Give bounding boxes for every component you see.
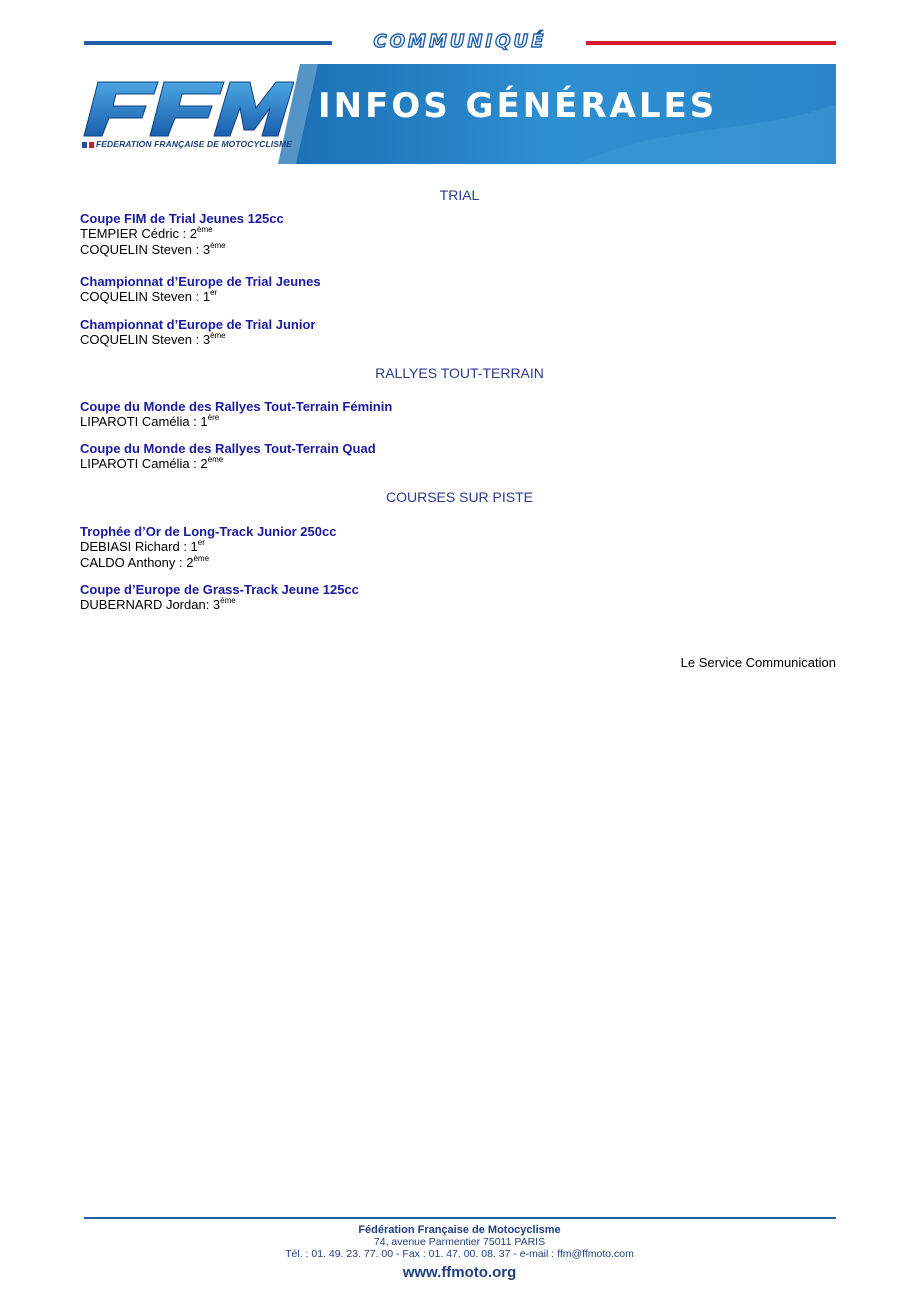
logo-tagline: FEDERATION FRANÇAISE DE MOTOCYCLISME — [82, 139, 292, 149]
event-block — [80, 441, 376, 472]
footer-contact: Tél. : 01. 49. 23. 77. 00 - Fax : 01. 47. 00. 08. 37 - e-mail : ffm@ffmoto.com — [285, 1248, 634, 1260]
result-line: TEMPIER Cédric : 2ème — [80, 225, 213, 241]
result-line: COQUELIN Steven : 3ème — [80, 331, 226, 347]
event-title: Coupe d’Europe de Grass-Track Jeune 125cc — [80, 582, 359, 597]
event-title: Championnat d’Europe de Trial Jeunes — [80, 274, 321, 289]
result-line: LIPAROTI Camélia : 2ème — [80, 455, 224, 471]
header-rule-red — [586, 41, 836, 45]
footer — [0, 1224, 919, 1284]
event-block — [80, 524, 336, 571]
result-line: DUBERNARD Jordan: 3ème — [80, 596, 236, 612]
footer-rule — [84, 1217, 836, 1219]
result-line: CALDO Anthony : 2ème — [80, 554, 210, 570]
section-title-courses: COURSES SUR PISTE — [385, 489, 534, 505]
banner-title: INFOS GÉNÉRALES — [318, 86, 718, 126]
result-line: LIPAROTI Camélia : 1ère — [80, 413, 220, 429]
footer-org: Fédération Française de Motocyclisme — [358, 1224, 561, 1236]
event-block — [80, 274, 321, 305]
event-title: Coupe FIM de Trial Jeunes 125cc — [80, 211, 284, 226]
event-title: Championnat d’Europe de Trial Junior — [80, 317, 316, 332]
event-block — [80, 317, 315, 348]
event-title: Trophée d’Or de Long-Track Junior 250cc — [80, 524, 337, 539]
signature: Le Service Communication — [680, 655, 836, 670]
event-title: Coupe du Monde des Rallyes Tout-Terrain Quad — [80, 441, 376, 456]
header-rule-blue — [84, 41, 332, 45]
section-title-trial: TRIAL — [439, 187, 480, 203]
result-line: COQUELIN Steven : 3ème — [80, 241, 226, 257]
communique-heading: COMMUNIQUÉ — [373, 31, 547, 52]
result-line: DEBIASI Richard : 1er — [80, 538, 205, 554]
event-block — [80, 582, 359, 613]
event-block — [80, 399, 392, 430]
result-line: COQUELIN Steven : 1er — [80, 288, 218, 304]
event-block — [80, 211, 284, 258]
section-title-rallyes: RALLYES TOUT-TERRAIN — [375, 365, 544, 381]
footer-website-link[interactable]: www.ffmoto.org — [402, 1264, 517, 1281]
event-title: Coupe du Monde des Rallyes Tout-Terrain Féminin — [80, 399, 393, 414]
footer-address: 74, avenue Parmentier 75011 PARIS — [373, 1236, 546, 1248]
